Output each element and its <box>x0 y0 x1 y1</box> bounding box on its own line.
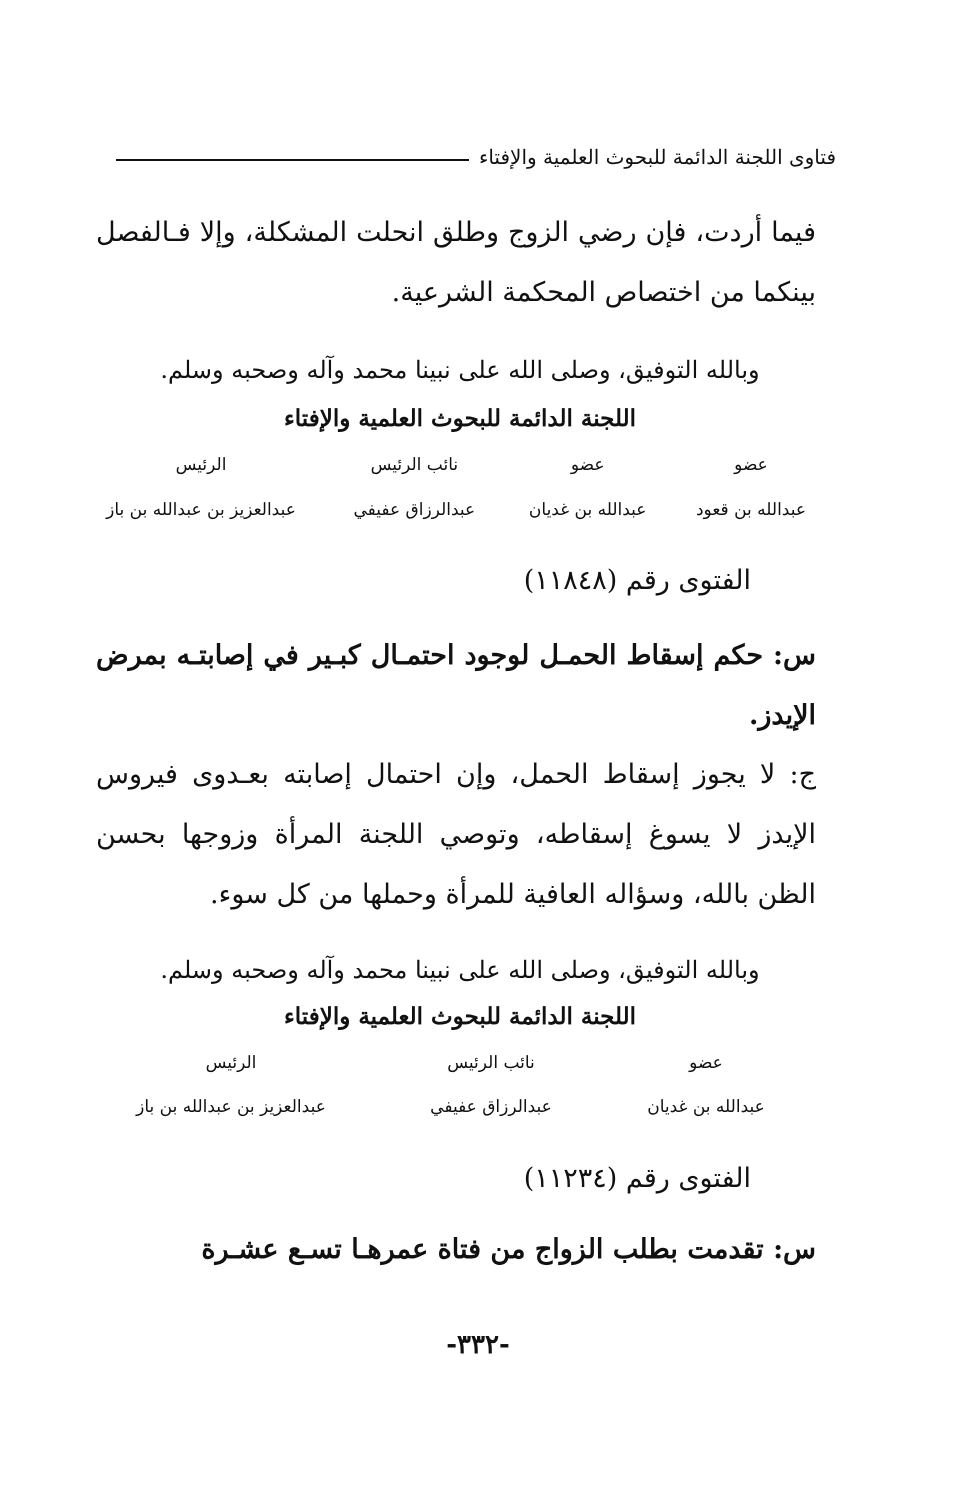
closing-text: وبالله التوفيق، وصلى الله على نبينا محمد وآله وصحبه وسلم. <box>160 956 760 984</box>
signatory-name: عبدالرزاق عفيفي <box>430 1097 552 1117</box>
signatory-name: عبدالله بن قعود <box>695 500 806 520</box>
signatory-name: عبدالعزيز بن عبدالله بن باز <box>136 1097 326 1117</box>
signatory-names-2 <box>116 1097 776 1117</box>
signatory-role: نائب الرئيس <box>447 1053 535 1073</box>
continuation-block <box>96 203 816 323</box>
closing-line-1 <box>100 340 820 400</box>
fatwa-number-1: الفتوى رقم (١١٨٤٨) <box>523 565 751 596</box>
answer-text: ج: لا يجوز إسقاط الحمل، وإن احتمال إصابته بعـدوى فيروس الإيدز لا يسوغ إسقاطه، وتوصي اللجنة المرأة وزوجها بحسن الظن بالله، وسؤاله العافية للمرأة وحملها من كل سوء. <box>96 759 816 910</box>
question-block-1 <box>96 626 816 746</box>
signatory-name: عبدالرزاق عفيفي <box>353 500 476 520</box>
signatory-role: عضو <box>689 1053 723 1073</box>
committee-heading-2 <box>100 1003 820 1030</box>
question-text: س: تقدمت بطلب الزواج من فتاة عمرهـا تسـع عشـرة <box>201 1234 816 1265</box>
fatwa-number-2: الفتوى رقم (١١٢٣٤) <box>523 1163 751 1194</box>
signatory-name: عبدالله بن غديان <box>528 500 647 520</box>
signatory-role: الرئيس <box>205 1053 257 1073</box>
running-header <box>116 140 836 174</box>
committee-heading-1 <box>100 405 820 432</box>
signatory-names-1 <box>91 500 811 520</box>
committee-name: اللجنة الدائمة للبحوث العلمية والإفتاء <box>283 1003 637 1030</box>
continuation-paragraph: فيما أردت، فإن رضي الزوج وطلق انحلت المشكلة، وإلا فـالفصل بينكما من اختصاص المحكمة الشرعية. <box>96 217 816 308</box>
signatory-role: نائب الرئيس <box>370 455 459 475</box>
signatory-name: عبدالعزيز بن عبدالله بن باز <box>106 500 296 520</box>
signatory-role: عضو <box>570 455 605 475</box>
signatory-role: الرئيس <box>175 455 227 475</box>
closing-text: وبالله التوفيق، وصلى الله على نبينا محمد وآله وصحبه وسلم. <box>160 356 760 384</box>
signatory-name: عبدالله بن غديان <box>647 1097 765 1117</box>
closing-line-2 <box>100 940 820 1000</box>
question-text: س: حكم إسقاط الحمـل لوجود احتمـال كبـير في إصابتـه بمرض الإيدز. <box>96 640 816 731</box>
header-rule <box>116 159 469 161</box>
committee-name: اللجنة الدائمة للبحوث العلمية والإفتاء <box>283 405 637 432</box>
signatory-roles-2 <box>116 1053 776 1073</box>
answer-block-1 <box>96 745 816 925</box>
signatory-roles-1 <box>91 455 811 475</box>
question-block-2 <box>96 1220 816 1280</box>
signatory-role: عضو <box>734 455 768 475</box>
running-header-title: فتاوى اللجنة الدائمة للبحوث العلمية والإفتاء <box>478 145 836 169</box>
page-number: -٣٣٢- <box>446 1330 510 1360</box>
